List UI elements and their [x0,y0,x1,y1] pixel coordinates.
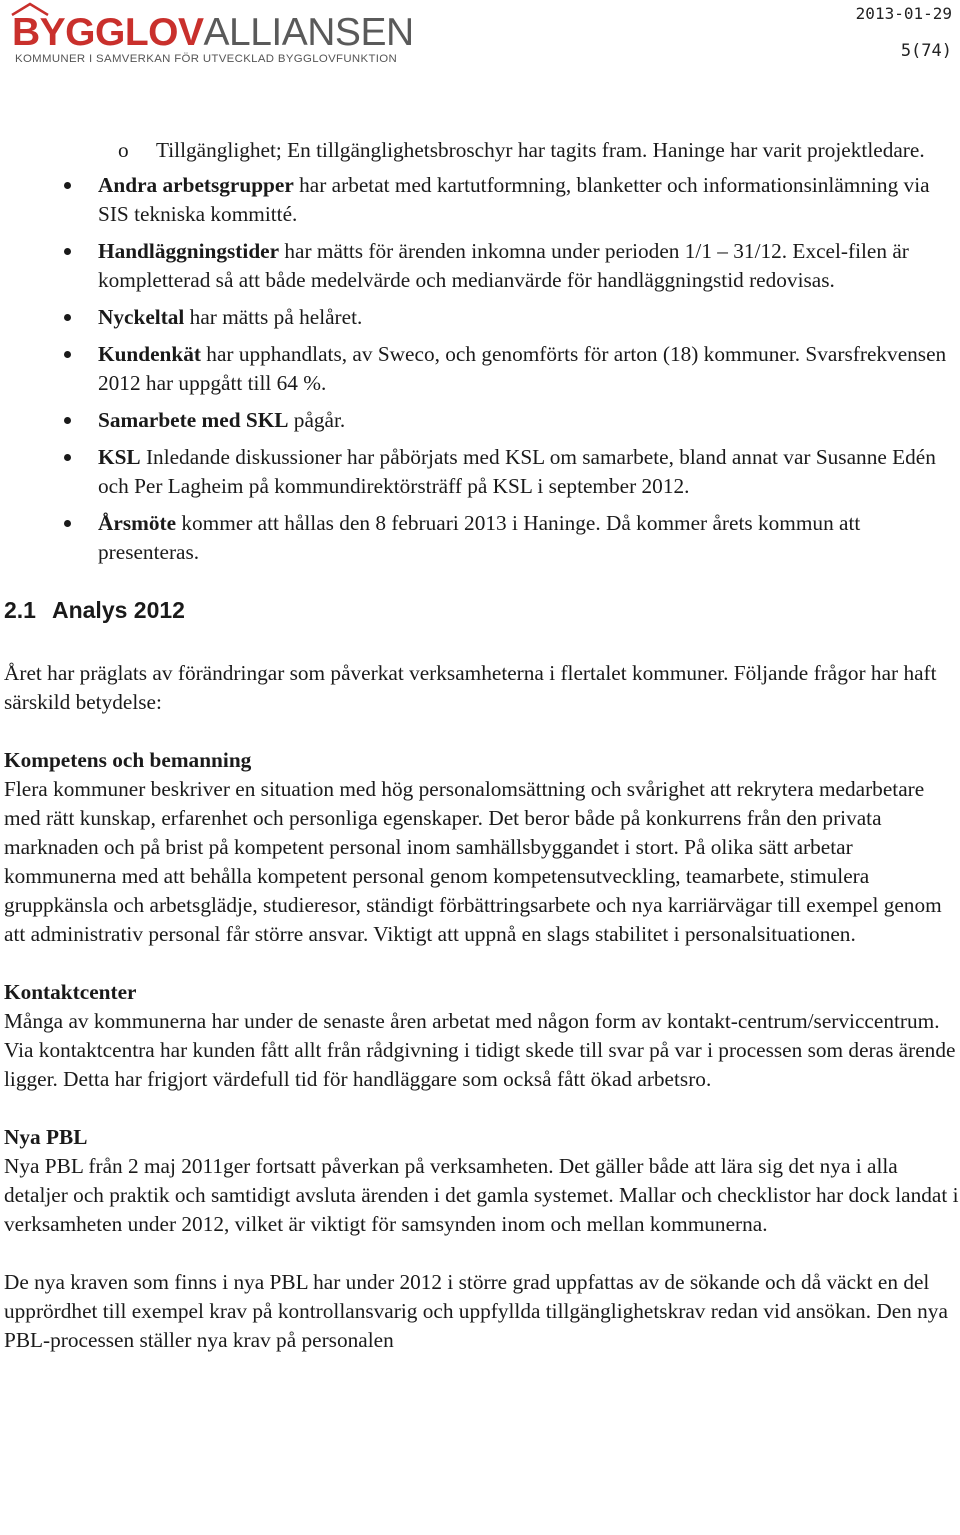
topic-heading: Kontaktcenter [4,980,137,1004]
bullet-bold-lead: Nyckeltal [98,305,185,329]
topic-kompetens [4,746,960,949]
sub-list-item [118,136,960,165]
page-number: 5(74) [900,41,952,61]
topic-body: Nya PBL från 2 maj 2011ger fortsatt påverkan på verksamheten. Det gäller både att lära sig det nya i alla detaljer och praktik och samtidigt avsluta ärenden i det gamla systemet. Mallar och checklistor har dock landat i verksamheten under 2012, vilket är viktigt för samsynden inom och mellan kommunerna. [4,1154,959,1236]
logo-light-part: ALLIANSEN [203,11,414,54]
topic-heading: Nya PBL [4,1125,88,1149]
bullet-text: har mätts för ärenden inkomna under perioden 1/1 – 31/12. Excel-filen är kompletterad så att både medelvärde och medianvärde för handläggningstid redovisas. [98,239,909,292]
bullet-dot-icon [64,454,71,461]
bullet-bold-lead: Årsmöte [98,511,177,535]
bullet-item [64,171,960,229]
bullet-item [64,406,960,435]
bullet-dot-icon [64,351,71,358]
bullet-bold-lead: Samarbete med SKL [98,408,289,432]
bullet-text: Inledande diskussioner har påbörjats med KSL om samarbete, bland annat var Susanne Edén och Per Lagheim på kommundirektörsträff på KSL i september 2012. [98,445,936,498]
section-title: Analys 2012 [51,597,185,623]
bullet-item [64,340,960,398]
document-date: 2013-01-29 [855,4,952,23]
bullet-text: har upphandlats, av Sweco, och genomförts för arton (18) kommuner. Svarsfrekvensen 2012 har uppgått till 64 %. [98,342,947,395]
bullet-text: pågår. [288,408,346,432]
logo-wordmark [12,10,414,56]
bullet-dot-icon [64,248,71,255]
bullet-item [64,443,960,501]
topic-kontaktcenter [4,978,960,1094]
topic-heading: Kompetens och bemanning [4,748,252,772]
section-heading [4,595,960,625]
bullet-item [64,303,960,332]
topic-nya-krav [4,1268,960,1355]
bullet-bold-lead: Kundenkät [98,342,201,366]
intro-paragraph: Året har präglats av förändringar som påverkat verksamheterna i flertalet kommuner. Följande frågor har haft särskild betydelse: [4,661,937,714]
bullet-item [64,237,960,295]
bullet-dot-icon [64,314,71,321]
page-header [0,0,960,80]
topic-body: Många av kommunerna har under de senaste åren arbetat med någon form av kontakt-centrum/serviccentrum. Via kontaktcentra har kunden fått allt från rådgivning i tidigt skede till svar på var i processen som deras ärende ligger. Detta har frigjort värdefull tid för handläggare som också fått ökad arbetsro. [4,1009,956,1091]
logo-tagline: KOMMUNER I SAMVERKAN FÖR UTVECKLAD BYGGLOVFUNKTION [15,53,398,65]
topic-body: Flera kommuner beskriver en situation med hög personalomsättning och svårighet att rekrytera medarbetare med rätt kunskap, erfarenhet och personliga egenskaper. Det beror både på konkurrens från den privata marknaden och på brist på kompetent personal inom samhällsbyggandet i stort. På olika sätt arbetar kommunerna med att behålla kompetent personal genom kompetensutveckling, teamarbete, stimulera gruppkänsla och arbetsglädje, studieresor, ständigt förbättringsarbete och nya karriärvägar till exempel genom att administrativ personal får större ansvar. Viktigt att uppnå en slags stabilitet i personalsituationen. [4,777,942,946]
bullet-dot-icon [64,417,71,424]
bullet-bold-lead: Handläggningstider [98,239,280,263]
logo-bold-part: BYGGLOV [12,11,204,54]
document-body [4,136,960,1355]
topic-nya-pbl [4,1123,960,1239]
bullet-text: har arbetat med kartutformning, blanketter och informationsinlämning via SIS tekniska kommitté. [98,173,930,226]
bullet-dot-icon [64,182,71,189]
bygglovalliansen-logo [12,6,414,70]
bullet-bold-lead: Andra arbetsgrupper [98,173,294,197]
bullet-dot-icon [64,520,71,527]
topic-body: De nya kraven som finns i nya PBL har under 2012 i större grad uppfattas av de sökande och då väckt en del upprördhet till exempel krav på kontrollansvarig och uppfyllda tillgänglighetskrav redan vid ansökan. Den nya PBL-processen ställer nya krav på personalen [4,1270,948,1352]
bullet-item [64,509,960,567]
sub-list-text: Tillgänglighet; En tillgänglighetsbroschyr har tagits fram. Haninge har varit projektledare. [156,138,925,162]
bullet-bold-lead: KSL [98,445,141,469]
circle-marker: o [118,138,129,162]
bullet-list [4,171,960,567]
bullet-text: har mätts på helåret. [184,305,363,329]
sub-list [4,136,960,165]
bullet-text: kommer att hållas den 8 februari 2013 i Haninge. Då kommer årets kommun att presenteras. [98,511,861,564]
section-number: 2.1 [4,597,36,623]
